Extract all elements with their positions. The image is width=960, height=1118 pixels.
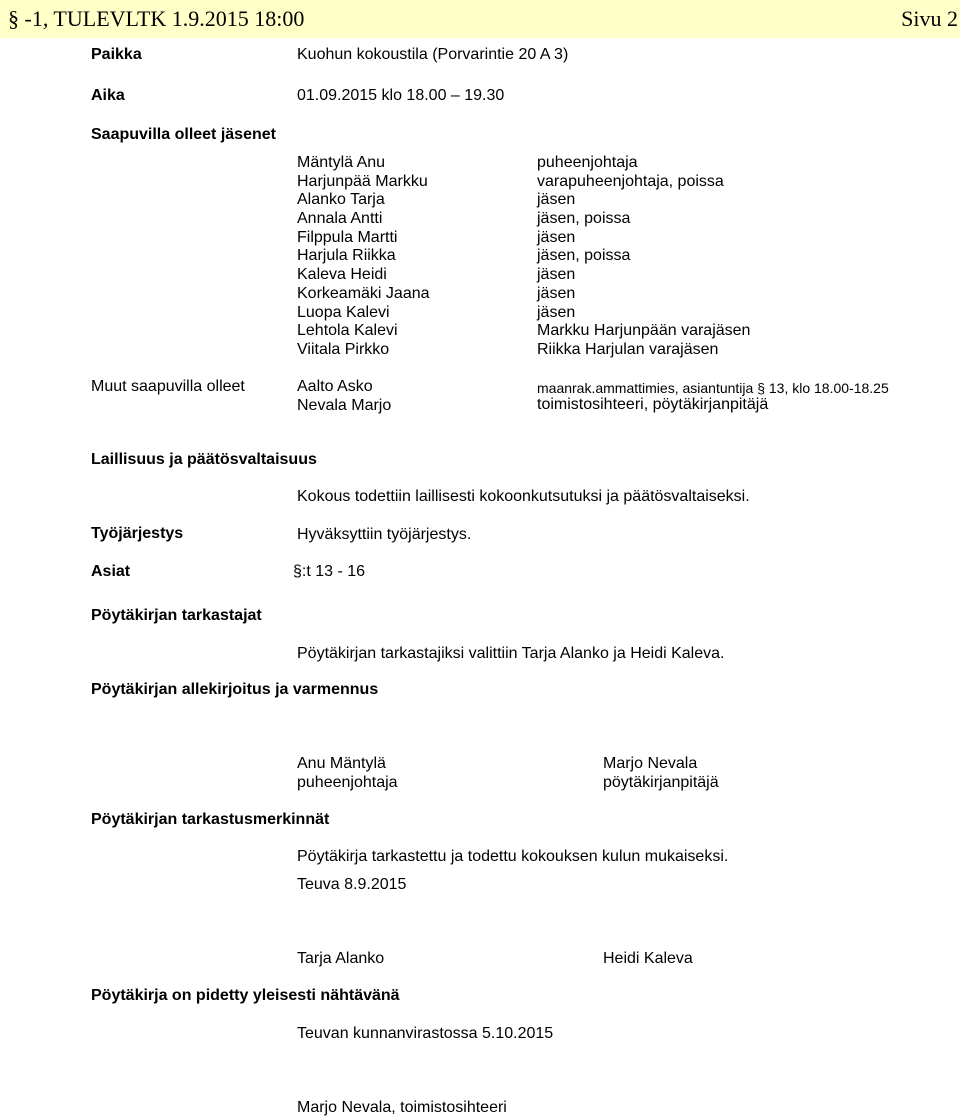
nahtavana-place-date: Teuvan kunnanvirastossa 5.10.2015 — [297, 1025, 554, 1042]
tyojarjestys-label: Työjärjestys — [91, 525, 184, 542]
muut-label: Muut saapuvilla olleet — [91, 378, 245, 395]
member-role: puheenjohtaja — [537, 154, 638, 171]
other-name: Nevala Marjo — [297, 397, 392, 414]
saapuvilla-label: Saapuvilla olleet jäsenet — [91, 126, 276, 143]
member-name: Lehtola Kalevi — [297, 322, 398, 340]
member-role: jäsen — [537, 284, 576, 302]
other-name: Aalto Asko — [297, 378, 373, 395]
member-role: jäsen, poissa — [537, 210, 631, 228]
nahtavana-signer: Marjo Nevala, toimistosihteeri — [297, 1099, 507, 1116]
allekirjoitus-label: Pöytäkirjan allekirjoitus ja varmennus — [91, 681, 379, 698]
laillisuus-label: Laillisuus ja päätösvaltaisuus — [91, 451, 317, 468]
other-role: maanrak.ammattimies, asiantuntija § 13, klo 18.00-18.25 — [537, 380, 889, 396]
paikka-label: Paikka — [91, 46, 142, 63]
asiat-label: Asiat — [91, 563, 131, 580]
member-role: jäsen — [537, 303, 576, 321]
checker1-name: Tarja Alanko — [297, 950, 385, 967]
tarkastajat-label: Pöytäkirjan tarkastajat — [91, 607, 262, 624]
aika-value: 01.09.2015 klo 18.00 – 19.30 — [297, 87, 505, 104]
signer1-name: Anu Mäntylä — [297, 755, 386, 772]
member-name: Harjula Riikka — [297, 247, 396, 265]
member-role: jäsen, poissa — [537, 247, 631, 265]
member-name-list — [297, 154, 430, 360]
asiat-value: §:t 13 - 16 — [293, 563, 366, 580]
member-name: Harjunpää Markku — [297, 172, 428, 190]
member-name: Annala Antti — [297, 210, 383, 228]
member-role: jäsen — [537, 191, 576, 209]
laillisuus-text: Kokous todettiin laillisesti kokoonkutsutuksi ja päätösvaltaiseksi. — [297, 488, 750, 505]
tarkastusmerkinnat-label: Pöytäkirjan tarkastusmerkinnät — [91, 811, 330, 828]
checker2-name: Heidi Kaleva — [603, 950, 693, 967]
header-title: § -1, TULEVLTK 1.9.2015 18:00 — [8, 6, 305, 31]
nahtavana-label: Pöytäkirja on pidetty yleisesti nähtävänä — [91, 987, 400, 1004]
member-name: Luopa Kalevi — [297, 303, 390, 321]
member-role: Riikka Harjulan varajäsen — [537, 340, 719, 358]
signer2-name: Marjo Nevala — [603, 755, 698, 772]
member-role-list — [537, 154, 750, 360]
member-role: jäsen — [537, 266, 576, 284]
aika-label: Aika — [91, 87, 125, 104]
paikka-value: Kuohun kokoustila (Porvarintie 20 A 3) — [297, 46, 569, 63]
member-name: Mäntylä Anu — [297, 154, 386, 171]
member-name: Filppula Martti — [297, 228, 398, 246]
member-name: Alanko Tarja — [297, 191, 385, 209]
tyojarjestys-text: Hyväksyttiin työjärjestys. — [297, 526, 472, 543]
member-role: jäsen — [537, 228, 576, 246]
page-header — [0, 0, 960, 38]
other-role: toimistosihteeri, pöytäkirjanpitäjä — [537, 396, 769, 413]
member-name: Kaleva Heidi — [297, 266, 387, 284]
tarkastusmerkinnat-text: Pöytäkirja tarkastettu ja todettu kokouksen kulun mukaiseksi. — [297, 848, 729, 865]
signer2-role: pöytäkirjanpitäjä — [603, 774, 719, 791]
page-number: Sivu 2 — [901, 6, 958, 31]
member-name: Viitala Pirkko — [297, 340, 390, 358]
signer1-role: puheenjohtaja — [297, 774, 398, 791]
member-role: Markku Harjunpään varajäsen — [537, 322, 751, 340]
tarkastus-place-date: Teuva 8.9.2015 — [297, 876, 407, 893]
member-role: varapuheenjohtaja, poissa — [537, 172, 724, 190]
member-name: Korkeamäki Jaana — [297, 284, 430, 302]
tarkastajat-text: Pöytäkirjan tarkastajiksi valittiin Tarja Alanko ja Heidi Kaleva. — [297, 645, 725, 662]
